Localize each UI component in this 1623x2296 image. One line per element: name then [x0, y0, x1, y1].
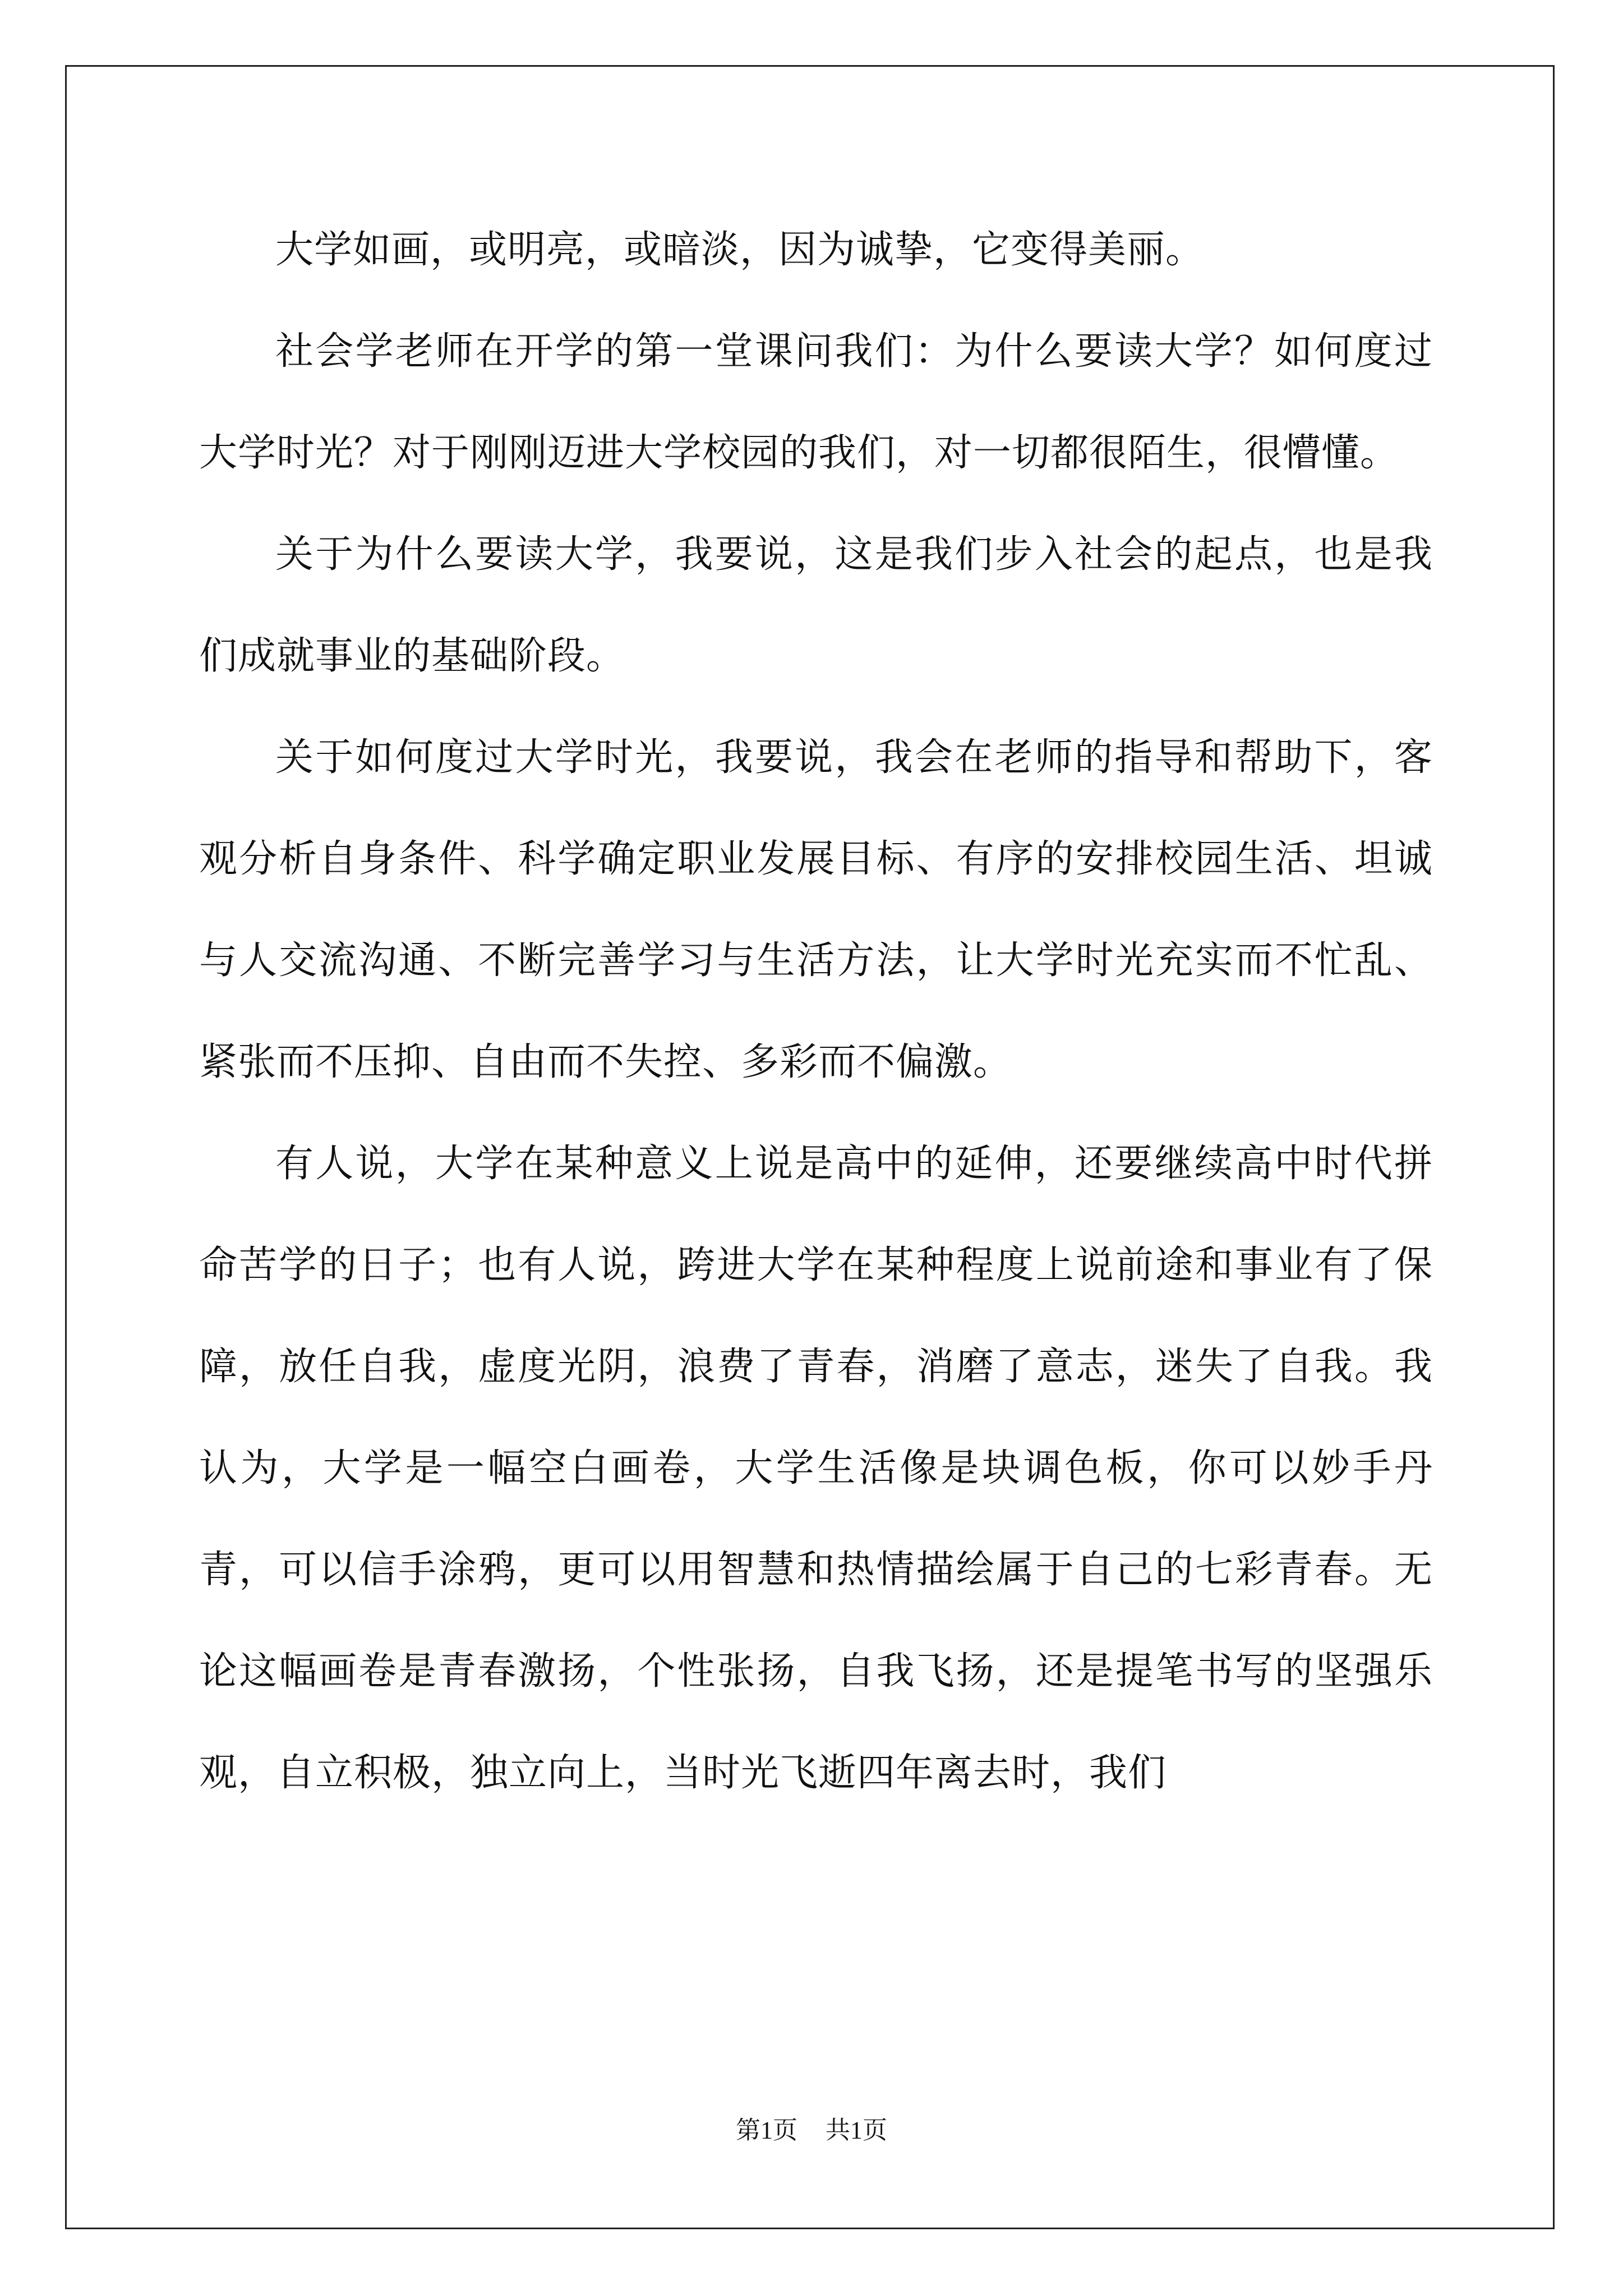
document-body — [199, 199, 1433, 1824]
paragraph: 大学如画，或明亮，或暗淡，因为诚挚，它变得美丽。 — [275, 228, 1205, 272]
page-number-total: 共1页 — [826, 2116, 887, 2144]
paragraph: 社会学老师在开学的第一堂课问我们：为什么要读大学？如何度过大学时光？对于刚刚迈进大学校园的我们，对一切都很陌生，很懵懂。 — [199, 329, 1433, 475]
paragraph: 关于如何度过大学时光，我要说，我会在老师的指导和帮助下，客观分析自身条件、科学确定职业发展目标、有序的安排校园生活、坦诚与人交流沟通、不断完善学习与生活方法，让大学时光充实而不忙乱、紧张而不压抑、自由而不失控、多彩而不偏激。 — [199, 735, 1433, 1084]
paragraph: 有人说，大学在某种意义上说是高中的延伸，还要继续高中时代拼命苦学的日子；也有人说，跨进大学在某种程度上说前途和事业有了保障，放任自我，虚度光阴，浪费了青春，消磨了意志，迷失了自我。我认为，大学是一幅空白画卷，大学生活像是块调色板，你可以妙手丹青，可以信手涂鸦，更可以用智慧和热情描绘属于自己的七彩青春。无论这幅画卷是青春激扬，个性张扬，自我飞扬，还是提笔书写的坚强乐观，自立积极，独立向上，当时光飞逝四年离去时，我们 — [199, 1142, 1433, 1795]
page-footer — [0, 2114, 1623, 2147]
page-number-current: 第1页 — [736, 2116, 797, 2144]
paragraph: 关于为什么要读大学，我要说，这是我们步入社会的起点，也是我们成就事业的基础阶段。 — [199, 532, 1433, 678]
